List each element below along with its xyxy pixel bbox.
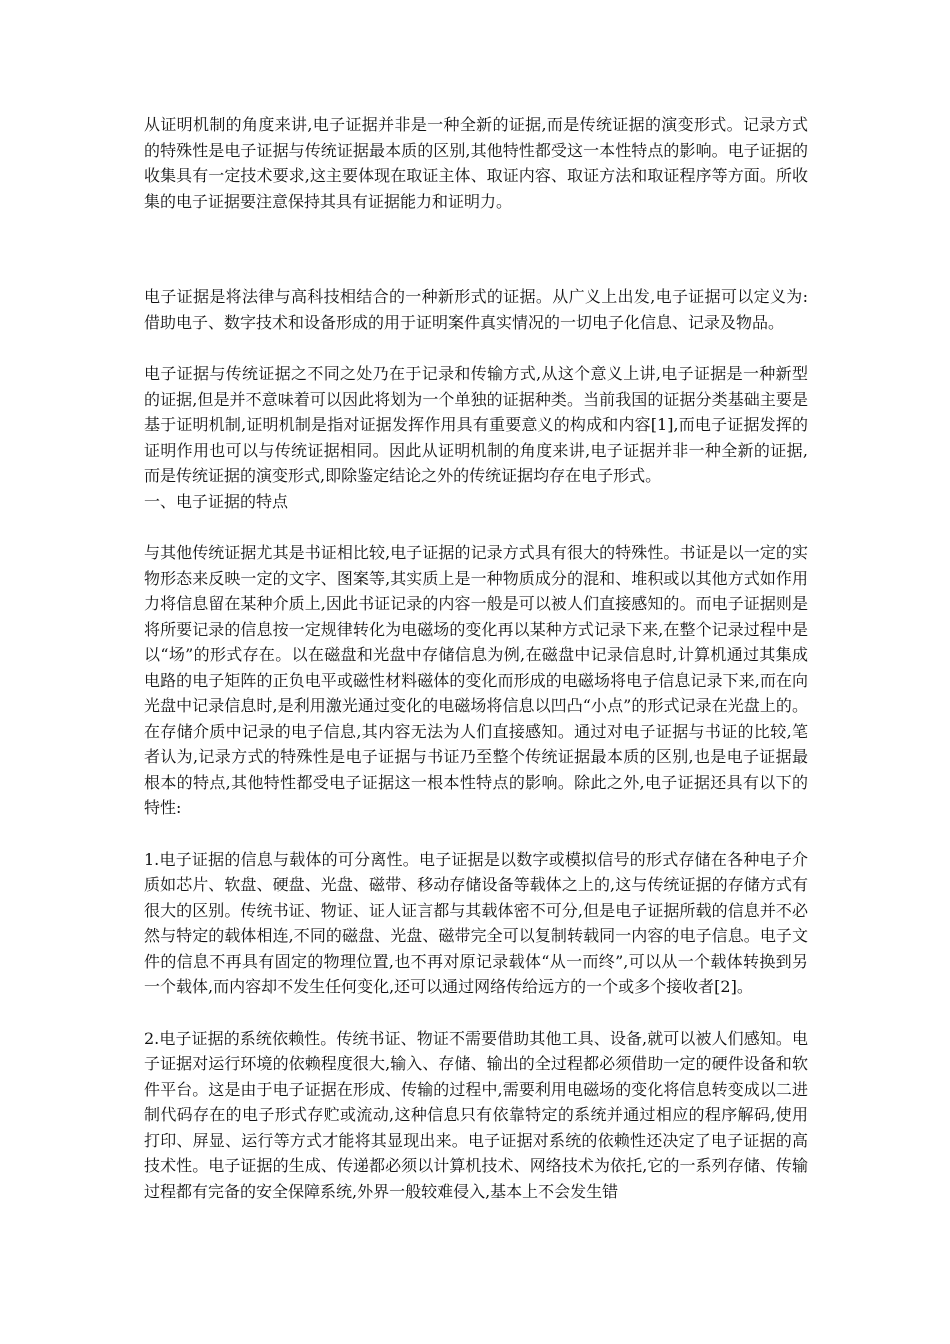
paragraph-5: 1.电子证据的信息与载体的可分离性。电子证据是以数字或模拟信号的形式存储在各种电子介质如芯片、软盘、硬盘、光盘、磁带、移动存储设备等载体之上的,这与传统证据的存储方式有很大的区别。传统书证、物证、证人证言都与其载体密不可分,但是电子证据所载的信息并不必然与特定的载体相连,不同的磁盘、光盘、磁带完全可以复制转载同一内容的电子信息。电子文件的信息不再具有固定的物理位置,也不再对原记录载体“从一而终”,可以从一个载体转换到另一个载体,而内容却不发生任何变化,还可以通过网络传给远方的一个或多个接收者[2]。	[144, 849, 808, 996]
paragraph-2: 电子证据是将法律与高科技相结合的一种新形式的证据。从广义上出发,电子证据可以定义为:借助电子、数字技术和设备形成的用于证明案件真实情况的一切电子化信息、记录及物品。	[144, 287, 808, 332]
spacer	[144, 214, 808, 284]
document-body	[144, 112, 808, 1204]
spacer	[144, 335, 808, 361]
paragraph-1: 从证明机制的角度来讲,电子证据并非是一种全新的证据,而是传统证据的演变形式。记录方式的特殊性是电子证据与传统证据最本质的区别,其他特性都受这一本性特点的影响。电子证据的收集具有一定技术要求,这主要体现在取证主体、取证内容、取证方法和取证程序等方面。所收集的电子证据要注意保持其具有证据能力和证明力。	[144, 115, 808, 211]
section-heading: 一、电子证据的特点	[144, 491, 289, 511]
paragraph-4: 与其他传统证据尤其是书证相比较,电子证据的记录方式具有很大的特殊性。书证是以一定的实物形态来反映一定的文字、图案等,其实质上是一种物质成分的混和、堆积或以其他方式如作用力将信息留在某种介质上,因此书证记录的内容一般是可以被人们直接感知的。而电子证据则是将所要记录的信息按一定规律转化为电磁场的变化再以某种方式记录下来,在整个记录过程中是以“场”的形式存在。以在磁盘和光盘中存储信息为例,在磁盘中记录信息时,计算机通过其集成电路的电子矩阵的正负电平或磁性材料磁体的变化而形成的电磁场将电子信息记录下来,而在向光盘中记录信息时,是利用激光通过变化的电磁场将信息以凹凸“小点”的形式记录在光盘上的。在存储介质中记录的电子信息,其内容无法为人们直接感知。通过对电子证据与书证的比较,笔者认为,记录方式的特殊性是电子证据与书证乃至整个传统证据最本质的区别,也是电子证据最根本的特点,其他特性都受电子证据这一根本性特点的影响。除此之外,电子证据还具有以下的特性:	[144, 543, 808, 817]
spacer	[144, 821, 808, 847]
spacer	[144, 1000, 808, 1026]
paragraph-6: 2.电子证据的系统依赖性。传统书证、物证不需要借助其他工具、设备,就可以被人们感知。电子证据对运行环境的依赖程度很大,输入、存储、输出的全过程都必须借助一定的硬件设备和软件平台。这是由于电子证据在形成、传输的过程中,需要利用电磁场的变化将信息转变成以二进制代码存在的电子形式存贮或流动,这种信息只有依靠特定的系统并通过相应的程序解码,使用打印、屏显、运行等方式才能将其显现出来。电子证据对系统的依赖性还决定了电子证据的高技术性。电子证据的生成、传递都必须以计算机技术、网络技术为依托,它的一系列存储、传输过程都有完备的安全保障系统,外界一般较难侵入,基本上不会发生错	[144, 1028, 808, 1201]
spacer	[144, 514, 808, 540]
paragraph-3: 电子证据与传统证据之不同之处乃在于记录和传输方式,从这个意义上讲,电子证据是一种新型的证据,但是并不意味着可以因此将划为一个单独的证据种类。当前我国的证据分类基础主要是基于证明机制,证明机制是指对证据发挥作用具有重要意义的构成和内容[1],而电子证据发挥的证明作用也可以与传统证据相同。因此从证明机制的角度来讲,电子证据并非一种全新的证据,而是传统证据的演变形式,即除鉴定结论之外的传统证据均存在电子形式。	[144, 364, 808, 485]
